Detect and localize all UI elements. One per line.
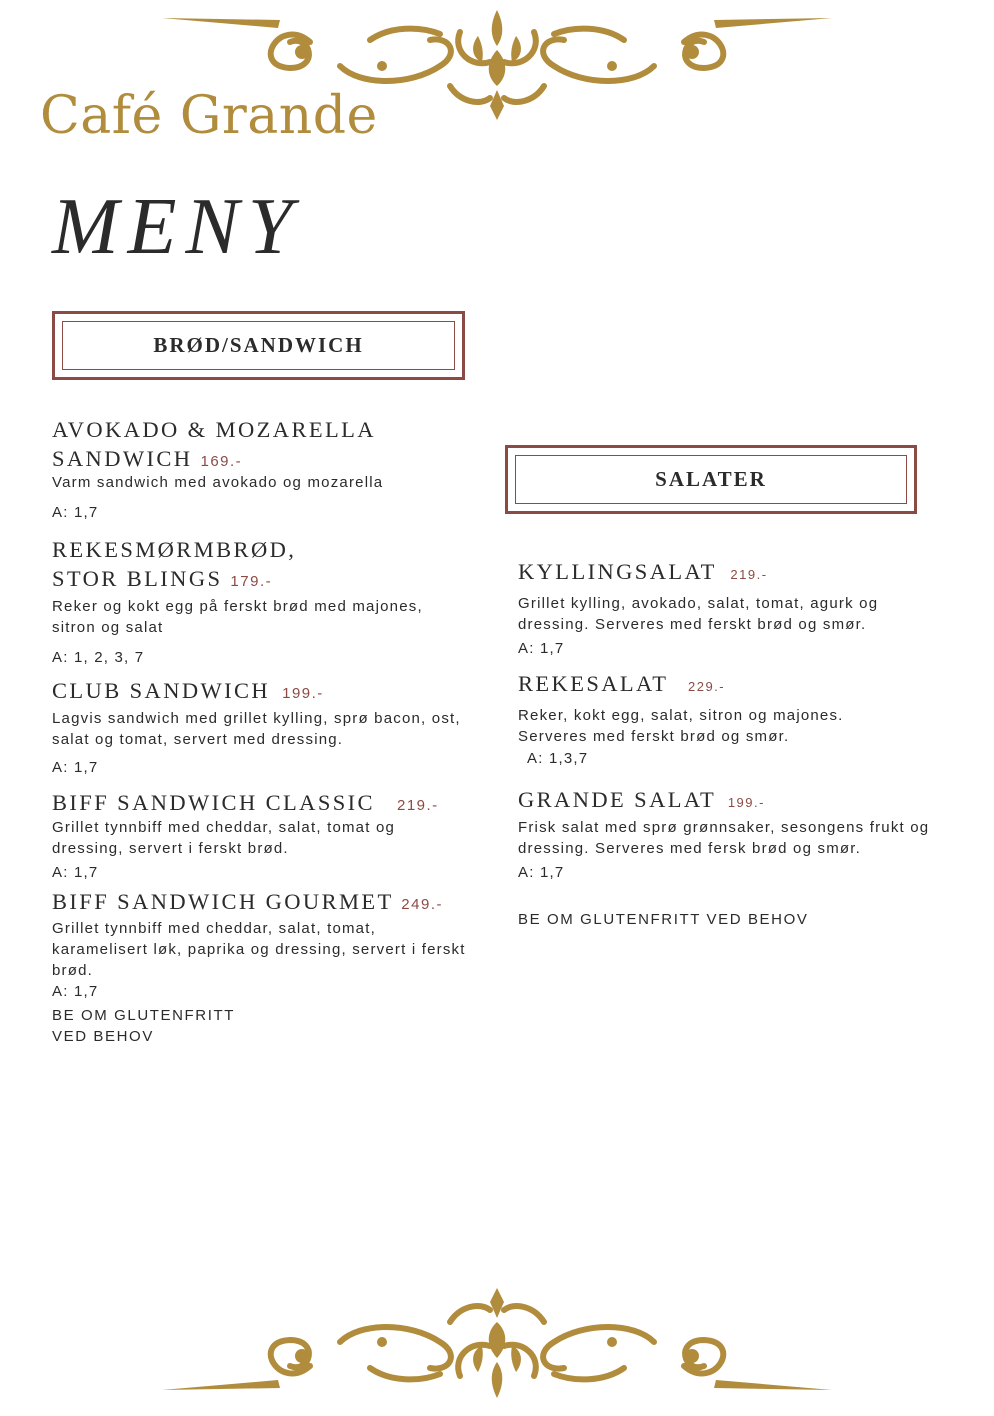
menu-item-name <box>518 785 765 817</box>
bread-section-label: BRØD/SANDWICH <box>153 333 364 357</box>
item-allergens: A: 1,7 <box>52 504 99 521</box>
item-description: Grillet tynnbiff med cheddar, salat, tomat og dressing, servert i ferskt brød. <box>52 819 396 857</box>
item-description: Varm sandwich med avokado og mozarella <box>52 474 384 491</box>
item-allergens: A: 1,7 <box>518 640 565 657</box>
item-name-line: GRANDE SALAT <box>518 787 716 812</box>
note-line: VED BEHOV <box>52 1028 154 1045</box>
baroque-scroll-ornament-bottom <box>160 1284 834 1402</box>
item-description: Lagvis sandwich med grillet kylling, sprø bacon, ost, salat og tomat, servert med dressing. <box>52 710 461 748</box>
menu-item-name <box>52 415 376 476</box>
item-description: Frisk salat med sprø grønnsaker, sesongens frukt og dressing. Serveres med fersk brød og smør. <box>518 819 930 857</box>
note-line: BE OM GLUTENFRITT <box>52 1007 236 1024</box>
item-name-line: AVOKADO & MOZARELLA <box>52 417 376 442</box>
menu-item-name <box>52 676 324 708</box>
item-price: 219.- <box>730 567 768 582</box>
salads-section-label: SALATER <box>655 467 767 491</box>
item-price: 219.- <box>396 797 439 814</box>
salads-section-heading <box>505 445 917 514</box>
item-name-line: BIFF SANDWICH CLASSIC <box>52 790 375 815</box>
item-description: Reker og kokt egg på ferskt brød med majones, sitron og salat <box>52 598 423 636</box>
item-name-line: BIFF SANDWICH GOURMET <box>52 889 394 914</box>
item-price: 229.- <box>687 679 726 694</box>
item-price: 249.- <box>401 896 443 913</box>
item-price: 169.- <box>200 453 243 470</box>
item-description: Grillet kylling, avokado, salat, tomat, agurk og dressing. Serveres med ferskt brød og smør. <box>518 595 879 633</box>
gluten-free-note <box>52 1005 235 1047</box>
item-description: Grillet tynnbiff med cheddar, salat, tomat, karamelisert løk, paprika og dressing, servert i ferskt brød. <box>52 920 466 979</box>
menu-item-name <box>518 669 725 701</box>
item-price: 179.- <box>230 573 273 590</box>
item-name-line: SANDWICH <box>52 446 193 471</box>
item-name-line: KYLLINGSALAT <box>518 559 717 584</box>
menu-item-name <box>52 788 439 820</box>
menu-item-name <box>52 535 296 596</box>
item-name-line: REKESMØRMBRØD, <box>52 537 297 562</box>
page-title: MENY <box>52 183 302 271</box>
item-allergens: A: 1,7 <box>518 864 565 881</box>
item-name-line: STOR BLINGS <box>52 566 223 591</box>
gluten-free-note: BE OM GLUTENFRITT VED BEHOV <box>518 911 809 928</box>
menu-item-name <box>518 557 768 589</box>
item-allergens: A: 1,7 <box>52 983 99 1000</box>
item-allergens: A: 1,7 <box>52 759 99 776</box>
item-allergens: A: 1, 2, 3, 7 <box>52 649 145 666</box>
menu-item-name <box>52 887 443 919</box>
item-allergens: A: 1,3,7 <box>527 750 589 767</box>
item-price: 199.- <box>282 685 324 702</box>
bread-section-heading <box>52 311 465 380</box>
item-name-line: CLUB SANDWICH <box>52 678 271 703</box>
item-price: 199.- <box>727 795 765 810</box>
item-allergens: A: 1,7 <box>52 864 99 881</box>
item-description: Reker, kokt egg, salat, sitron og majones. Serveres med ferskt brød og smør. <box>518 707 844 745</box>
cafe-logo: Café Grande <box>40 86 378 146</box>
item-name-line: REKESALAT <box>518 671 668 696</box>
